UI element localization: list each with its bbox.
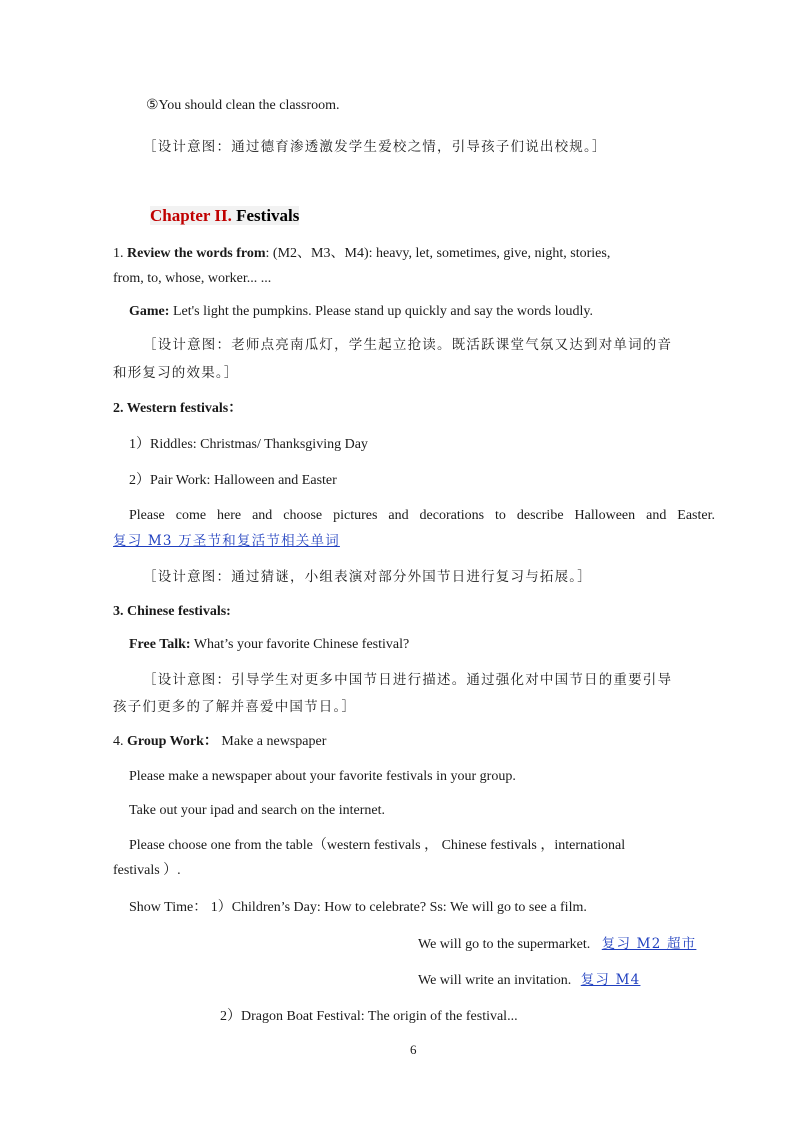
section-4-line-ipad: Take out your ipad and search on the internet. <box>129 803 385 818</box>
free-talk-text: What’s your favorite Chinese festival? <box>190 637 410 652</box>
section-4-heading-text: Make a newspaper <box>217 734 327 749</box>
section-2-item-riddles: 1）Riddles: Christmas/ Thanksgiving Day <box>129 437 368 452</box>
section-1-number: 1. <box>113 246 127 261</box>
section-2-paragraph: Please come here and choose pictures and decorations to describe Halloween and Easter. <box>129 508 715 523</box>
section-1-line-1 <box>113 245 610 263</box>
section-4-line-choose-cont: festivals ）. <box>113 863 181 878</box>
section-4-number: 4. <box>113 734 127 749</box>
invitation-line <box>418 971 640 990</box>
game-instruction <box>129 303 593 321</box>
game-text: Let's light the pumpkins. Please stand up quickly and say the words loudly. <box>169 304 593 319</box>
design-intent-riddles: ［设计意图：通过猜谜，小组表演对部分外国节日进行复习与拓展。］ <box>143 569 592 585</box>
section-2-item-pair-work: 2）Pair Work: Halloween and Easter <box>129 473 337 488</box>
sentence-clean-classroom: ⑤You should clean the classroom. <box>146 98 340 113</box>
design-intent-school-rules: ［设计意图：通过德育渗透激发学生爱校之情，引导孩子们说出校规。］ <box>143 139 607 155</box>
invitation-text: We will write an invitation. <box>418 973 572 988</box>
page-number: 6 <box>410 1042 417 1057</box>
section-1-heading: Review the words from <box>127 246 266 261</box>
review-m3-link[interactable]: 复习 M3 万圣节和复活节相关单词 <box>113 533 340 549</box>
review-m2-link[interactable]: 复习 M2 超市 <box>601 936 697 952</box>
section-4-heading: Group Work： <box>127 734 218 749</box>
free-talk <box>129 636 409 654</box>
section-2-heading: 2. Western festivals： <box>113 401 243 416</box>
design-intent-pumpkin-line-2: 和形复习的效果。］ <box>113 365 239 381</box>
design-intent-chinese-line-1: ［设计意图：引导学生对更多中国节日进行描述。通过强化对中国节日的重要引导 <box>143 672 673 688</box>
section-4-line-choose: Please choose one from the table（western festivals ， Chinese festivals ，international <box>129 838 626 853</box>
design-intent-chinese-line-2: 孩子们更多的了解并喜爱中国节日。］ <box>113 699 357 715</box>
design-intent-pumpkin-line-1: ［设计意图：老师点亮南瓜灯，学生起立抢读。既活跃课堂气氛又达到对单词的音 <box>143 337 673 353</box>
section-4-heading-line <box>113 733 326 751</box>
chapter-heading <box>150 207 299 227</box>
game-label: Game: <box>129 304 170 319</box>
supermarket-line <box>418 935 696 954</box>
section-1-word-list: : (M2、M3、M4): heavy, let, sometimes, give, night, stories, <box>265 246 611 261</box>
section-4-line-newspaper: Please make a newspaper about your favorite festivals in your group. <box>129 769 516 784</box>
review-m4-link[interactable]: 复习 M4 <box>580 972 641 988</box>
supermarket-text: We will go to the supermarket. <box>418 937 591 952</box>
free-talk-label: Free Talk: <box>129 637 191 652</box>
show-time-line: Show Time： 1）Children’s Day: How to celebrate? Ss: We will go to see a film. <box>129 900 587 915</box>
chapter-title: Festivals <box>231 206 300 225</box>
dragon-boat-line: 2）Dragon Boat Festival: The origin of the festival... <box>220 1009 518 1024</box>
section-1-line-2: from, to, whose, worker... ... <box>113 271 272 286</box>
section-3-heading: 3. Chinese festivals: <box>113 604 231 619</box>
chapter-label: Chapter II. <box>150 206 232 225</box>
